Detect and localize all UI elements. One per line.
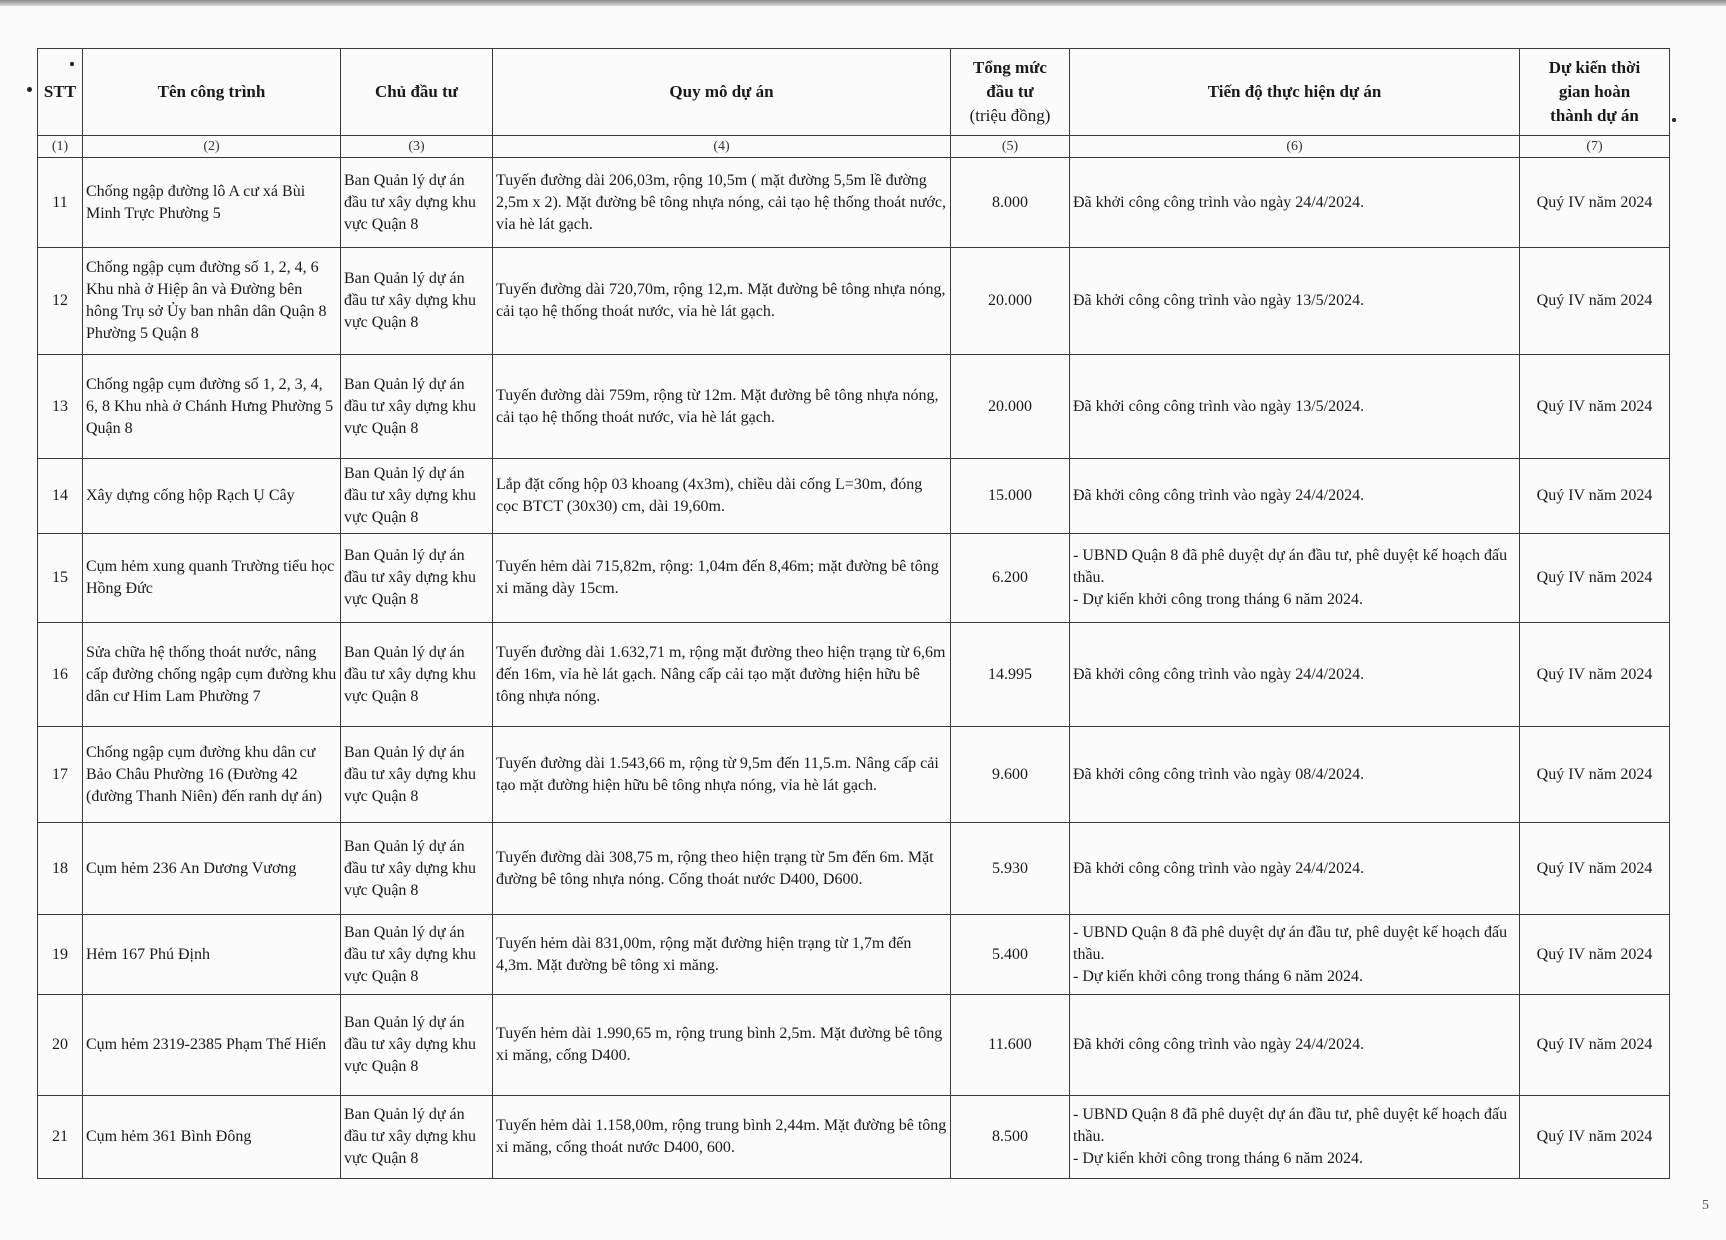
col-number: (7) — [1520, 136, 1670, 158]
cell-tien-do — [1070, 158, 1520, 248]
cell-ten-cong-trinh: Chống ngập cụm đường khu dân cư Bảo Châu Phường 16 (Đường 42 (đường Thanh Niên) đến ranh dự án) — [83, 727, 341, 823]
tien-do-line: Đã khởi công công trình vào ngày 24/4/2024. — [1073, 1036, 1365, 1053]
cell-stt: 13 — [38, 355, 83, 459]
tien-do-line: Đã khởi công công trình vào ngày 24/4/2024. — [1073, 665, 1365, 683]
table-row — [38, 623, 1670, 727]
cell-tien-do — [1070, 459, 1520, 534]
scan-top-edge — [0, 0, 1726, 6]
cell-quy-mo: Tuyến hẻm dài 1.158,00m, rộng trung bình 2,44m. Mặt đường bê tông xi măng, cống thoát nước D400, 600. — [493, 1096, 951, 1179]
tien-do-line: Đã khởi công công trình vào ngày 24/4/2024. — [1073, 859, 1365, 877]
cell-ten-cong-trinh: Xây dựng cống hộp Rạch Ụ Cây — [83, 459, 341, 534]
tien-do-line: Đã khởi công công trình vào ngày 24/4/2024. — [1073, 193, 1365, 211]
cell-tong-muc: 14.995 — [951, 623, 1070, 727]
tien-do-line: - Dự kiến khởi công trong tháng 6 năm 2024. — [1073, 967, 1363, 985]
cell-chu-dau-tu: Ban Quản lý dự án đầu tư xây dựng khu vực Quận 8 — [341, 1096, 493, 1179]
cell-chu-dau-tu: Ban Quản lý dự án đầu tư xây dựng khu vực Quận 8 — [341, 727, 493, 823]
cell-tien-do — [1070, 248, 1520, 355]
cell-du-kien: Quý IV năm 2024 — [1520, 1096, 1670, 1179]
cell-du-kien: Quý IV năm 2024 — [1520, 915, 1670, 995]
cell-quy-mo: Tuyến đường dài 206,03m, rộng 10,5m ( mặt đường 5,5m lề đường 2,5m x 2). Mặt đường bê tông nhựa nóng, cải tạo hệ thống thoát nước, vỉa hè lát gạch. — [493, 158, 951, 248]
header-quy-mo: Quy mô dự án — [493, 49, 951, 136]
cell-tien-do — [1070, 534, 1520, 623]
table-row — [38, 534, 1670, 623]
table-row — [38, 459, 1670, 534]
cell-stt: 18 — [38, 823, 83, 915]
header-tien-do: Tiến độ thực hiện dự án — [1070, 49, 1520, 136]
header-chu-dau-tu: Chủ đầu tư — [341, 49, 493, 136]
cell-ten-cong-trinh: Chống ngập cụm đường số 1, 2, 4, 6 Khu nhà ở Hiệp ân và Đường bên hông Trụ sở Ủy ban nhân dân Quận 8 Phường 5 Quận 8 — [83, 248, 341, 355]
tien-do-line: Đã khởi công công trình vào ngày 13/5/2024. — [1073, 292, 1365, 309]
cell-du-kien: Quý IV năm 2024 — [1520, 995, 1670, 1096]
table-row — [38, 995, 1670, 1096]
table-row — [38, 823, 1670, 915]
cell-quy-mo: Tuyến đường dài 720,70m, rộng 12,m. Mặt đường bê tông nhựa nóng, cải tạo hệ thống thoát nước, vỉa hè lát gạch. — [493, 248, 951, 355]
cell-chu-dau-tu: Ban Quản lý dự án đầu tư xây dựng khu vực Quận 8 — [341, 534, 493, 623]
cell-du-kien: Quý IV năm 2024 — [1520, 727, 1670, 823]
table-row — [38, 248, 1670, 355]
cell-tong-muc: 8.500 — [951, 1096, 1070, 1179]
cell-quy-mo: Tuyến đường dài 759m, rộng từ 12m. Mặt đường bê tông nhựa nóng, cải tạo hệ thống thoát nước, vỉa hè lát gạch. — [493, 355, 951, 459]
table-row — [38, 1096, 1670, 1179]
cell-tien-do — [1070, 727, 1520, 823]
cell-ten-cong-trinh: Hẻm 167 Phú Định — [83, 915, 341, 995]
tien-do-line: Đã khởi công công trình vào ngày 08/4/2024. — [1073, 765, 1365, 783]
cell-tong-muc: 11.600 — [951, 995, 1070, 1096]
cell-chu-dau-tu: Ban Quản lý dự án đầu tư xây dựng khu vực Quận 8 — [341, 459, 493, 534]
cell-tien-do — [1070, 1096, 1520, 1179]
col-number: (6) — [1070, 136, 1520, 158]
cell-ten-cong-trinh: Cụm hẻm 2319-2385 Phạm Thế Hiển — [83, 995, 341, 1096]
header-stt: STT — [38, 49, 83, 136]
column-number-row — [38, 136, 1670, 158]
header-tong-muc: Tổng mức đầu tư (triệu đồng) — [951, 49, 1070, 136]
cell-tong-muc: 6.200 — [951, 534, 1070, 623]
project-table — [37, 48, 1670, 1179]
cell-tien-do — [1070, 915, 1520, 995]
col-number: (3) — [341, 136, 493, 158]
header-row — [38, 49, 1670, 136]
col-number: (2) — [83, 136, 341, 158]
table-row — [38, 355, 1670, 459]
cell-du-kien: Quý IV năm 2024 — [1520, 248, 1670, 355]
cell-tien-do — [1070, 995, 1520, 1096]
header-ten-cong-trinh: Tên công trình — [83, 49, 341, 136]
col-number: (4) — [493, 136, 951, 158]
cell-du-kien: Quý IV năm 2024 — [1520, 623, 1670, 727]
cell-chu-dau-tu: Ban Quản lý dự án đầu tư xây dựng khu vực Quận 8 — [341, 823, 493, 915]
cell-quy-mo: Lắp đặt cống hộp 03 khoang (4x3m), chiều dài cống L=30m, đóng cọc BTCT (30x30) cm, dài 19,60m. — [493, 459, 951, 534]
cell-tien-do — [1070, 823, 1520, 915]
page-number: 5 — [1702, 1198, 1709, 1213]
col-number: (1) — [38, 136, 83, 158]
cell-stt: 19 — [38, 915, 83, 995]
header-du-kien: Dự kiến thời gian hoàn thành dự án — [1520, 49, 1670, 136]
table-row — [38, 915, 1670, 995]
col-number: (5) — [951, 136, 1070, 158]
cell-tong-muc: 15.000 — [951, 459, 1070, 534]
cell-ten-cong-trinh: Sửa chữa hệ thống thoát nước, nâng cấp đường chống ngập cụm đường khu dân cư Him Lam Phường 7 — [83, 623, 341, 727]
cell-stt: 17 — [38, 727, 83, 823]
cell-stt: 16 — [38, 623, 83, 727]
tien-do-line: - Dự kiến khởi công trong tháng 6 năm 2024. — [1073, 1150, 1363, 1167]
cell-ten-cong-trinh: Chống ngập đường lô A cư xá Bùi Minh Trực Phường 5 — [83, 158, 341, 248]
cell-chu-dau-tu: Ban Quản lý dự án đầu tư xây dựng khu vực Quận 8 — [341, 158, 493, 248]
tien-do-line: Đã khởi công công trình vào ngày 24/4/2024. — [1073, 487, 1365, 504]
cell-du-kien: Quý IV năm 2024 — [1520, 459, 1670, 534]
cell-chu-dau-tu: Ban Quản lý dự án đầu tư xây dựng khu vực Quận 8 — [341, 623, 493, 727]
cell-quy-mo: Tuyến đường dài 1.543,66 m, rộng từ 9,5m đến 11,5.m. Nâng cấp cải tạo mặt đường hiện hữu bê tông nhựa nóng, vỉa hè lát gạch. — [493, 727, 951, 823]
cell-chu-dau-tu: Ban Quản lý dự án đầu tư xây dựng khu vực Quận 8 — [341, 355, 493, 459]
cell-stt: 14 — [38, 459, 83, 534]
cell-stt: 15 — [38, 534, 83, 623]
cell-stt: 11 — [38, 158, 83, 248]
cell-ten-cong-trinh: Cụm hẻm xung quanh Trường tiểu học Hồng Đức — [83, 534, 341, 623]
cell-tong-muc: 5.400 — [951, 915, 1070, 995]
cell-tong-muc: 9.600 — [951, 727, 1070, 823]
cell-du-kien: Quý IV năm 2024 — [1520, 823, 1670, 915]
scan-speck — [1672, 118, 1676, 122]
cell-chu-dau-tu: Ban Quản lý dự án đầu tư xây dựng khu vực Quận 8 — [341, 915, 493, 995]
table-row — [38, 727, 1670, 823]
cell-stt: 12 — [38, 248, 83, 355]
tien-do-line: Đã khởi công công trình vào ngày 13/5/2024. — [1073, 397, 1365, 415]
cell-stt: 20 — [38, 995, 83, 1096]
cell-quy-mo: Tuyến hẻm dài 715,82m, rộng: 1,04m đến 8,46m; mặt đường bê tông xi măng dày 15cm. — [493, 534, 951, 623]
tien-do-line: - UBND Quận 8 đã phê duyệt dự án đầu tư, phê duyệt kế hoạch đấu thầu. — [1073, 1106, 1508, 1145]
cell-quy-mo: Tuyến hẻm dài 1.990,65 m, rộng trung bình 2,5m. Mặt đường bê tông xi măng, cống D400. — [493, 995, 951, 1096]
scan-speck — [27, 87, 32, 92]
tien-do-line: - UBND Quận 8 đã phê duyệt dự án đầu tư, phê duyệt kế hoạch đấu thầu. — [1073, 547, 1508, 586]
tien-do-line: - UBND Quận 8 đã phê duyệt dự án đầu tư, phê duyệt kế hoạch đấu thầu. — [1073, 923, 1508, 963]
cell-du-kien: Quý IV năm 2024 — [1520, 355, 1670, 459]
cell-du-kien: Quý IV năm 2024 — [1520, 158, 1670, 248]
cell-quy-mo: Tuyến đường dài 308,75 m, rộng theo hiện trạng từ 5m đến 6m. Mặt đường bê tông nhựa nóng. Cống thoát nước D400, D600. — [493, 823, 951, 915]
cell-ten-cong-trinh: Cụm hẻm 236 An Dương Vương — [83, 823, 341, 915]
cell-stt: 21 — [38, 1096, 83, 1179]
cell-tien-do — [1070, 355, 1520, 459]
cell-chu-dau-tu: Ban Quản lý dự án đầu tư xây dựng khu vực Quận 8 — [341, 248, 493, 355]
cell-quy-mo: Tuyến đường dài 1.632,71 m, rộng mặt đường theo hiện trạng từ 6,6m đến 16m, vỉa hè lát gạch. Nâng cấp cải tạo mặt đường hiện hữu bê tông nhựa nóng. — [493, 623, 951, 727]
cell-chu-dau-tu: Ban Quản lý dự án đầu tư xây dựng khu vực Quận 8 — [341, 995, 493, 1096]
cell-du-kien: Quý IV năm 2024 — [1520, 534, 1670, 623]
tien-do-line: - Dự kiến khởi công trong tháng 6 năm 2024. — [1073, 591, 1363, 608]
cell-tong-muc: 8.000 — [951, 158, 1070, 248]
cell-tong-muc: 5.930 — [951, 823, 1070, 915]
cell-tien-do — [1070, 623, 1520, 727]
cell-ten-cong-trinh: Cụm hẻm 361 Bình Đông — [83, 1096, 341, 1179]
cell-tong-muc: 20.000 — [951, 248, 1070, 355]
cell-quy-mo: Tuyến hẻm dài 831,00m, rộng mặt đường hiện trạng từ 1,7m đến 4,3m. Mặt đường bê tông xi măng. — [493, 915, 951, 995]
cell-tong-muc: 20.000 — [951, 355, 1070, 459]
table-row — [38, 158, 1670, 248]
cell-ten-cong-trinh: Chống ngập cụm đường số 1, 2, 3, 4, 6, 8 Khu nhà ở Chánh Hưng Phường 5 Quận 8 — [83, 355, 341, 459]
